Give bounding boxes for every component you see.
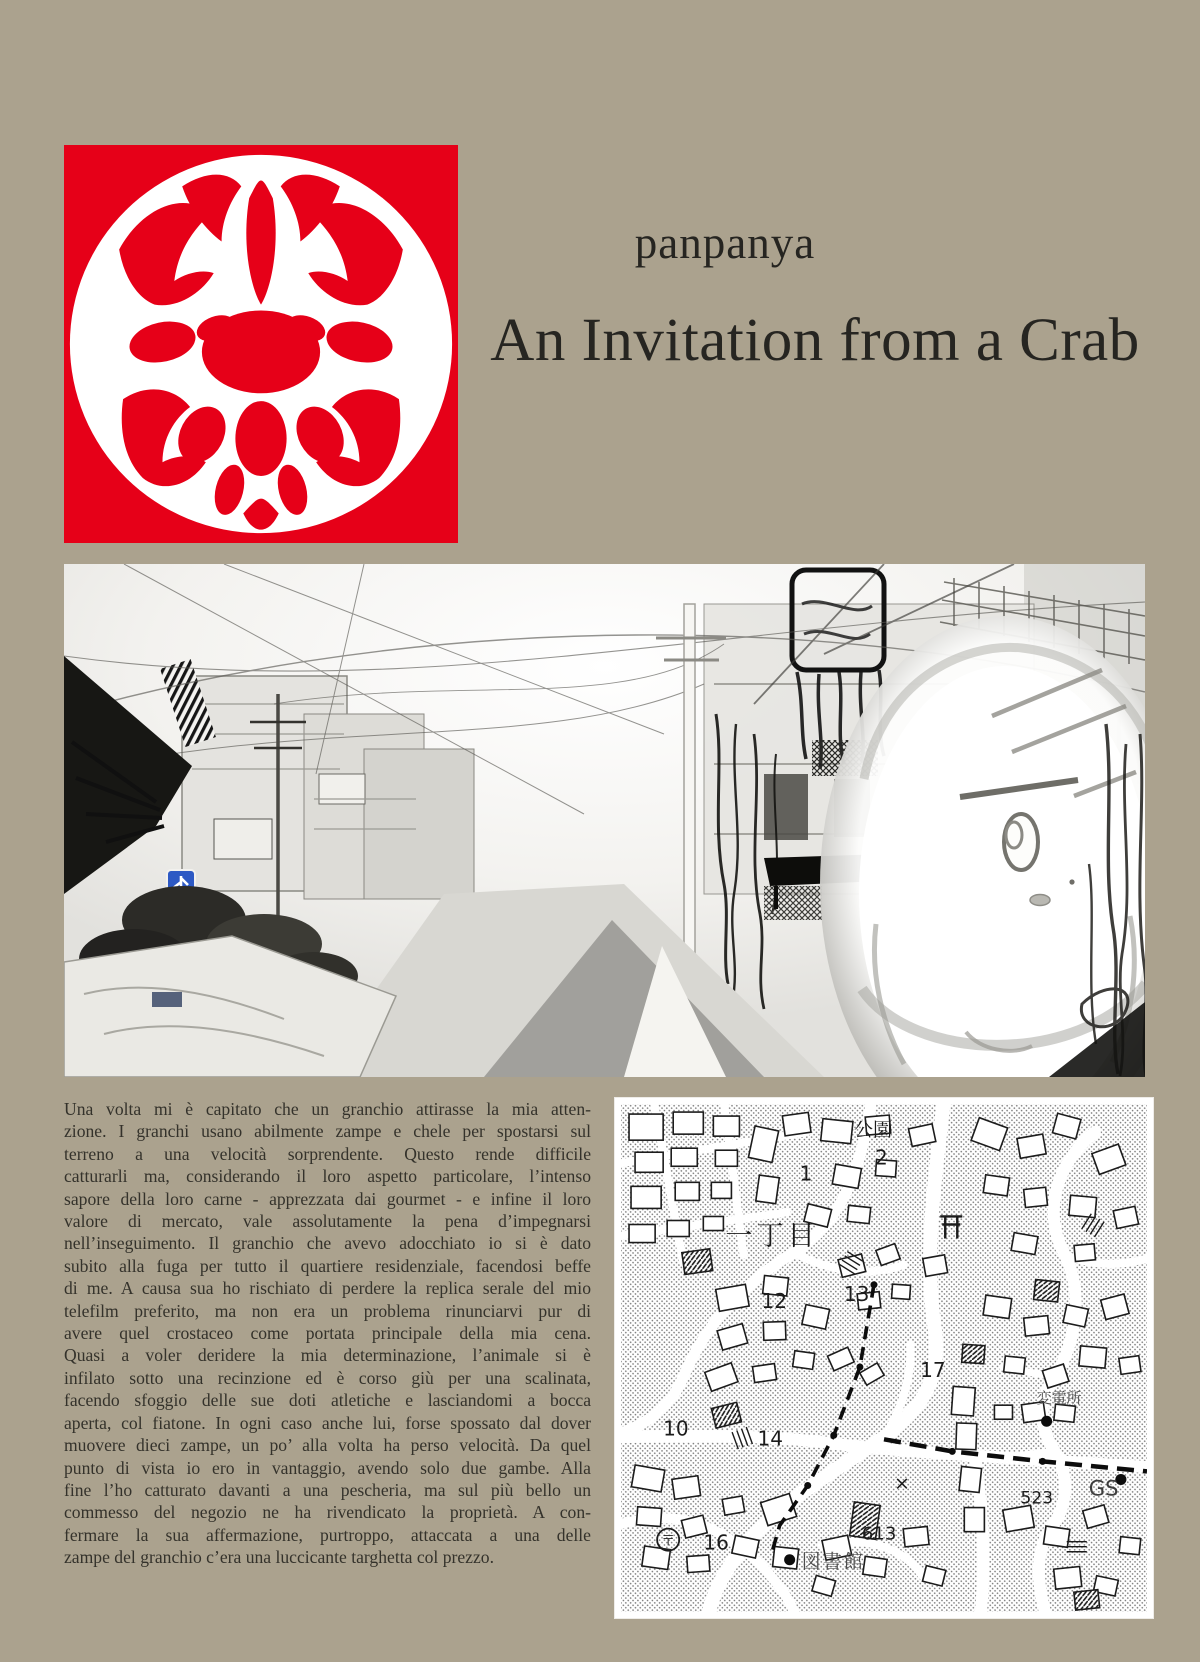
svg-text:〒: 〒 xyxy=(661,1533,676,1550)
map-label-12: 12 xyxy=(761,1288,788,1313)
street-sketch-illustration xyxy=(64,564,1145,1077)
synopsis-line: zampe del granchio c’era una luccicante targhetta col prezzo. xyxy=(64,1547,494,1568)
map-label-1: 1 xyxy=(799,1161,813,1186)
map-label-13: 13 xyxy=(843,1281,870,1306)
publisher-logo xyxy=(64,145,458,543)
synopsis-line: nell’inseguimento. Il granchio che avevo adocchiato io si è dato xyxy=(64,1233,591,1254)
synopsis-line: aperta, col fiatone. In ogni caso anche lui, forse spossato dal dover xyxy=(64,1412,591,1433)
synopsis-line: telefilm preferito, ma non era un problema rinunciarvi pur di xyxy=(64,1300,591,1321)
book-title: An Invitation from a Crab xyxy=(490,307,1140,374)
synopsis-line: valore di mercato, vale assolutamente la pena d’impegnarsi xyxy=(64,1211,591,1232)
map-label-park: 公園 xyxy=(853,1119,893,1142)
synopsis-line: punto di vista io ero in vantaggio, avendo solo due gambe. Alla xyxy=(64,1457,591,1478)
map-label-library: 図書館 xyxy=(801,1550,865,1573)
author-name: panpanya xyxy=(634,218,816,268)
map-label-2: 2 xyxy=(874,1145,888,1170)
map-label-x: × xyxy=(894,1472,911,1495)
synopsis-line: Quasi a voler deridere la mia determinazione, l’animale si è xyxy=(64,1345,591,1366)
map-label-613: 613 xyxy=(861,1523,897,1545)
synopsis-line: fermare la sua affermazione, purtroppo, attaccata a una delle xyxy=(64,1524,591,1545)
synopsis-line: avere quel crostaceo come portata principale della mia cena. xyxy=(64,1323,591,1344)
synopsis-line: fine l’ho catturato davanti a una pescheria, ma sul più bello un xyxy=(64,1479,591,1500)
map-canvas xyxy=(621,1104,1147,1612)
synopsis-line: catturarli ma, considerando il loro aspetto particolare, l’intenso xyxy=(64,1166,591,1187)
map-label-substation: 変電所 xyxy=(1036,1389,1082,1408)
neighborhood-map xyxy=(615,1098,1153,1618)
synopsis-line: di me. A causa sua ho rischiato di perdere la replica serale del mio xyxy=(64,1278,591,1299)
map-label-16: 16 xyxy=(703,1530,729,1555)
map-label-17: 17 xyxy=(920,1358,946,1383)
street-sketch-canvas xyxy=(64,564,1145,1077)
synopsis-text xyxy=(64,1098,591,1569)
map-label-523: 523 xyxy=(1020,1488,1054,1509)
synopsis-line: commesso del negozio ne ha rivendicato la proprietà. A con- xyxy=(64,1502,591,1523)
synopsis-line: zione. I granchi usano abilmente zampe e chele per spostarsi sul xyxy=(64,1121,591,1142)
crab-ornament-icon xyxy=(64,145,458,543)
synopsis-line: facendo sfoggio delle sue doti atletiche e lasciandomi a bocca xyxy=(64,1390,591,1411)
map-label-gs: GS xyxy=(1088,1475,1119,1501)
synopsis-line: muovere dieci zampe, un po’ alla volta ha perso velocità. Da quel xyxy=(64,1435,591,1456)
map-label-chome: 一丁目 xyxy=(725,1220,819,1252)
map-label-10: 10 xyxy=(663,1416,689,1441)
map-label-14: 14 xyxy=(757,1426,784,1451)
synopsis-line: sapore della loro carne - apprezzata dai gourmet - e infine il loro xyxy=(64,1188,591,1209)
synopsis-line: infilato sotto una recinzione ed è corso giù per una scalinata, xyxy=(64,1367,591,1388)
synopsis-line: terreno a una velocità sorprendente. Questo rende difficile xyxy=(64,1143,591,1164)
synopsis-line: subito alla fuga per tutto il quartiere residenziale, facendosi beffe xyxy=(64,1255,591,1276)
synopsis-line: Una volta mi è capitato che un granchio attirasse la mia atten- xyxy=(64,1099,591,1119)
